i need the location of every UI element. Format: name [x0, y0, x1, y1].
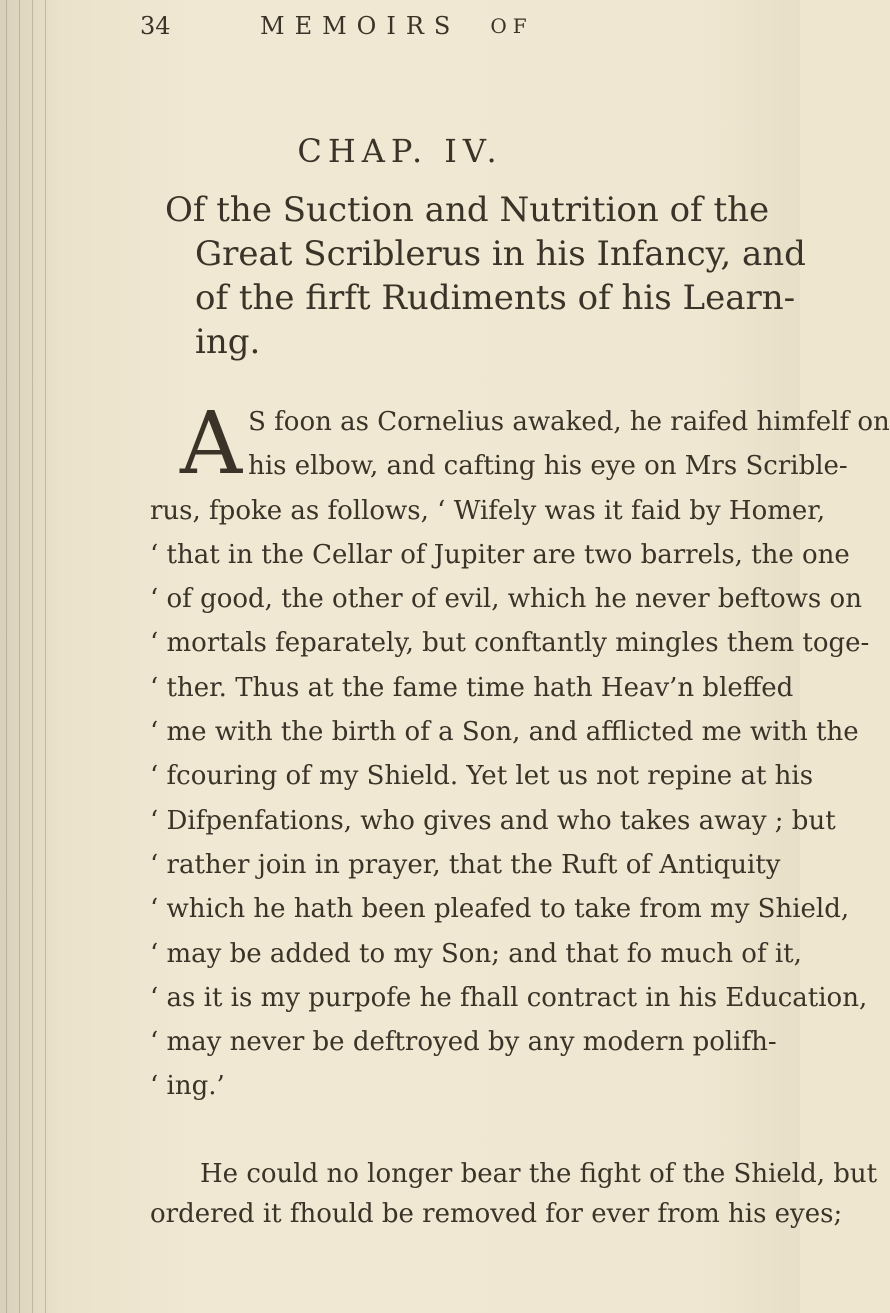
- text-line: ‘ mortals feparately, but conftantly mingles them toge-: [150, 628, 870, 659]
- text-line: S foon as Cornelius awaked, he raifed himfelf on: [248, 407, 890, 437]
- text-line: ‘ fcouring of my Shield. Yet let us not repine at his: [150, 761, 814, 792]
- text-line: ordered it fhould be removed for ever from his eyes;: [150, 1199, 843, 1229]
- heading-line: Great Scriblerus in his Infancy, and: [195, 234, 806, 274]
- body-paragraph-2: [150, 1154, 878, 1234]
- drop-cap: A: [180, 394, 243, 494]
- running-title-of: OF: [490, 14, 533, 38]
- text-line: ‘ ther. Thus at the fame time hath Heav’n bleffed: [150, 672, 794, 703]
- page-edge: [0, 0, 48, 1313]
- text-line: ‘ ing.’: [150, 1071, 225, 1102]
- text-line: ‘ Difpenfations, who gives and who takes away ; but: [150, 805, 836, 836]
- body-paragraph-1: [150, 394, 890, 1109]
- text-line: rus, fpoke as follows, ‘ Wifely was it faid by Homer,: [150, 495, 826, 526]
- text-line: ‘ that in the Cellar of Jupiter are two barrels, the one: [150, 539, 850, 570]
- chapter-title: CHAP. IV.: [297, 132, 503, 170]
- chapter-heading: [165, 188, 806, 364]
- running-title: MEMOIRS: [260, 12, 461, 40]
- page-number: 34: [140, 12, 171, 40]
- text-line: ‘ rather join in prayer, that the Ruft of Antiquity: [150, 849, 781, 880]
- text-line: ‘ which he hath been pleafed to take from my Shield,: [150, 894, 850, 925]
- text-line: He could no longer bear the fight of the Shield, but: [200, 1159, 878, 1189]
- text-line: ‘ may never be deftroyed by any modern polifh-: [150, 1027, 777, 1058]
- text-line: ‘ as it is my purpofe he fhall contract in his Education,: [150, 982, 868, 1013]
- text-line: ‘ may be added to my Son; and that fo much of it,: [150, 938, 802, 969]
- heading-line: ing.: [195, 322, 261, 362]
- heading-line: Of the Suction and Nutrition of the: [165, 190, 770, 230]
- running-header: [140, 6, 760, 46]
- text-line: ‘ of good, the other of evil, which he never beftows on: [150, 584, 862, 615]
- text-line: ‘ me with the birth of a Son, and afflicted me with the: [150, 717, 859, 748]
- heading-line: of the firft Rudiments of his Learn-: [195, 278, 796, 318]
- text-line: his elbow, and cafting his eye on Mrs Scrible-: [248, 451, 848, 482]
